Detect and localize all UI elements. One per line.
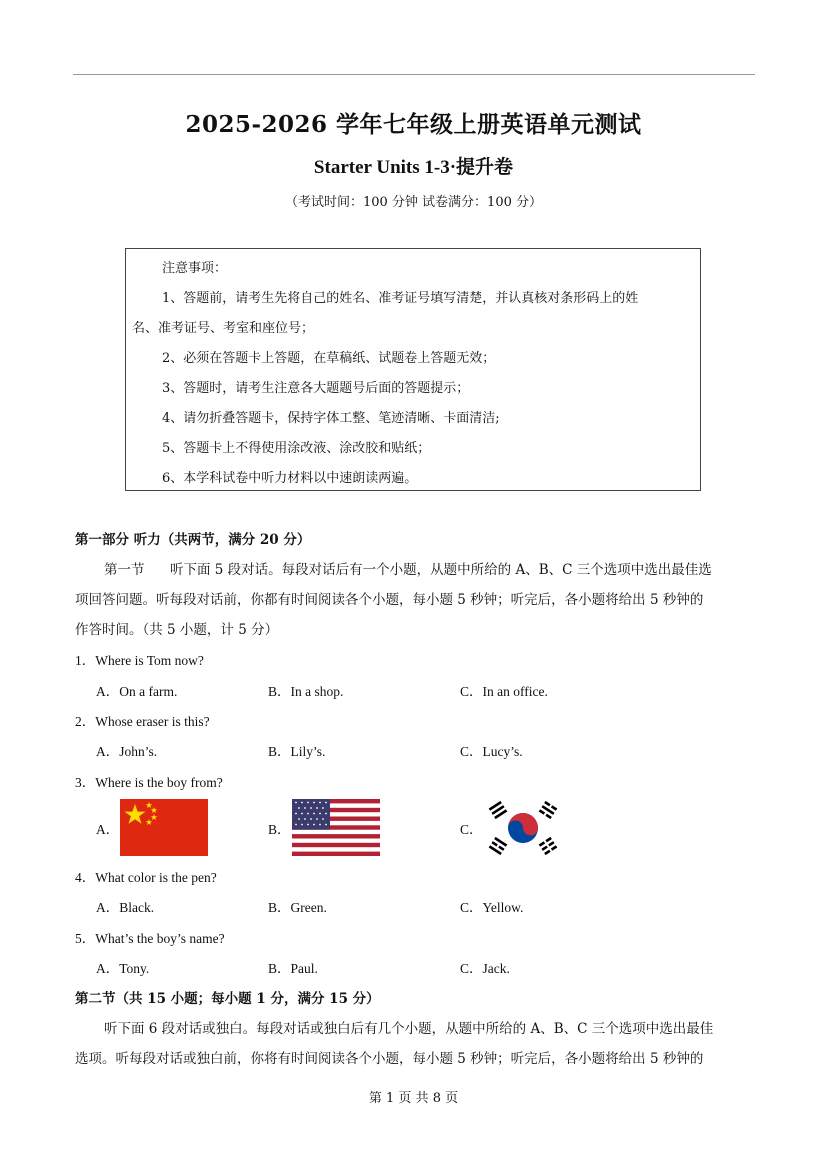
exam-info: （考试时间：100 分钟 试卷满分：100 分） bbox=[284, 195, 543, 210]
notice-line: 4、请勿折叠答题卡，保持字体工整、笔迹清晰、卡面清洁; bbox=[162, 411, 500, 426]
page-title: 2025-2026 学年七年级上册英语单元测试 bbox=[185, 111, 642, 138]
question-stem: 4．What color is the pen? bbox=[75, 870, 217, 885]
part1-heading: 第一部分 听力（共两节，满分 20 分） bbox=[75, 532, 311, 548]
option-c: C． bbox=[460, 822, 483, 837]
section1-line: 项回答问题。听每段对话前，你都有时间阅读各个小题，每小题 5 秒钟；听完后，各小题将给出 5 秒钟的 bbox=[75, 592, 704, 608]
question-stem: 5．What’s the boy’s name? bbox=[75, 931, 225, 946]
usa-flag-image[interactable] bbox=[292, 799, 380, 856]
option-c: C．Yellow. bbox=[460, 900, 524, 915]
option-a: A．Black. bbox=[96, 900, 155, 915]
option-c: C．Lucy’s. bbox=[460, 744, 523, 759]
option-b: B．Lily’s. bbox=[268, 744, 326, 759]
option-b: B． bbox=[268, 822, 291, 837]
notice-heading: 注意事项： bbox=[162, 261, 228, 276]
question-stem: 1．Where is Tom now? bbox=[75, 653, 204, 668]
notice-line: 1、答题前，请考生先将自己的姓名、准考证号填写清楚，并认真核对条形码上的姓 bbox=[162, 291, 639, 306]
option-c: C．In an office. bbox=[460, 684, 548, 699]
option-a: A．Tony. bbox=[96, 961, 150, 976]
notice-line: 2、必须在答题卡上答题，在草稿纸、试题卷上答题无效； bbox=[162, 351, 496, 366]
page-subtitle: Starter Units 1-3·提升卷 bbox=[313, 157, 514, 178]
option-a: A．On a farm. bbox=[96, 684, 178, 699]
notice-line: 3、答题时，请考生注意各大题题号后面的答题提示； bbox=[162, 381, 470, 396]
option-a: A．John’s. bbox=[96, 744, 158, 759]
section2-line: 听下面 6 段对话或独白。每段对话或独白后有几个小题，从题中所给的 A、B、C 三个选项中选出最佳 bbox=[104, 1021, 714, 1037]
option-b: B．In a shop. bbox=[268, 684, 344, 699]
option-b: B．Green. bbox=[268, 900, 327, 915]
section1-line: 听下面 5 段对话。每段对话后有一个小题，从题中所给的 A、B、C 三个选项中选出最佳选 bbox=[170, 562, 712, 578]
notice-box bbox=[125, 248, 701, 491]
section2-heading: 第二节（共 15 小题；每小题 1 分，满分 15 分） bbox=[75, 991, 380, 1007]
section1-label: 第一节 bbox=[104, 562, 145, 578]
question-stem: 2．Whose eraser is this? bbox=[75, 714, 210, 729]
option-c: C．Jack. bbox=[460, 961, 510, 976]
section2-line: 选项。听每段对话或独白前，你将有时间阅读各个小题，每小题 5 秒钟；听完后，各小题将给出 5 秒钟的 bbox=[75, 1051, 704, 1067]
china-flag-image[interactable] bbox=[120, 799, 208, 856]
korea-flag-image[interactable] bbox=[484, 798, 562, 858]
notice-line: 名、准考证号、考室和座位号； bbox=[132, 321, 315, 336]
option-b: B．Paul. bbox=[268, 961, 318, 976]
page-footer: 第 1 页 共 8 页 bbox=[368, 1091, 459, 1106]
question-stem: 3．Where is the boy from? bbox=[75, 775, 223, 790]
notice-line: 5、答题卡上不得使用涂改液、涂改胶和贴纸； bbox=[162, 441, 431, 456]
section1-line: 作答时间。（共 5 小题，计 5 分） bbox=[75, 622, 279, 638]
option-a: A． bbox=[96, 822, 120, 837]
notice-line: 6、本学科试卷中听力材料以中速朗读两遍。 bbox=[162, 471, 418, 486]
top-rule bbox=[73, 74, 755, 75]
